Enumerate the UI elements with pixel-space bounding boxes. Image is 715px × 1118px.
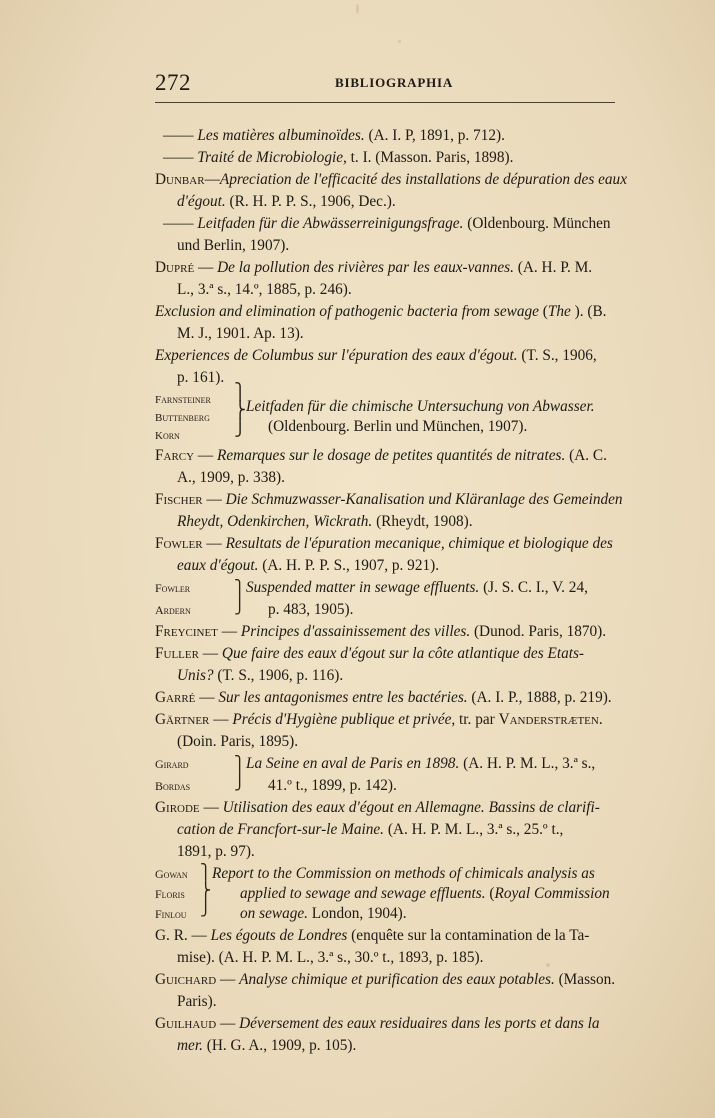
citation-text: — xyxy=(204,171,220,188)
running-title: BIBLIOGRAPHIA xyxy=(335,75,454,90)
title-text: Les matières albuminoïdes. xyxy=(197,127,365,144)
title-text: Royal Commission xyxy=(494,885,610,902)
title-text: Rheydt, Odenkirchen, Wickrath. xyxy=(177,513,373,530)
citation-text: — xyxy=(194,447,218,464)
paper-spot xyxy=(356,4,359,14)
citation-text: — xyxy=(194,259,218,276)
header-rule xyxy=(155,102,615,103)
citation-text: M. J., 1901. Ap. 13). xyxy=(177,325,304,342)
bibliography-line xyxy=(246,398,595,416)
citation-text: — xyxy=(199,799,223,816)
author-name: Finlou xyxy=(155,907,187,921)
citation-text: (Rheydt, 1908). xyxy=(372,513,473,530)
bibliography-line xyxy=(240,885,610,903)
bibliography-line xyxy=(155,171,627,189)
title-text: Apreciation de l'efficacité des installations de dépuration des eaux xyxy=(219,171,627,188)
bibliography-line xyxy=(177,281,352,299)
author-name: Guichard xyxy=(155,971,217,988)
page-header xyxy=(155,70,615,100)
title-text: Analyse chimique et purification des eaux potables. xyxy=(239,971,555,988)
citation-text: G. R. — xyxy=(155,927,211,944)
author-name: Fowler xyxy=(155,581,191,595)
bibliography-line xyxy=(155,347,597,365)
citation-text: ( xyxy=(485,885,495,902)
brace-farnsteiner-group: ⎫ ⎬ ⎭ xyxy=(234,384,246,437)
author-name: Farnsteiner xyxy=(155,394,211,406)
title-text: La Seine en aval de Paris en 1898. xyxy=(246,755,460,772)
title-text: cation de Francfort-sur-le Maine. xyxy=(177,821,385,838)
citation-text: ( xyxy=(538,303,548,320)
bibliography-line xyxy=(177,325,304,343)
title-text: mer. xyxy=(177,1037,203,1054)
bibliography-line xyxy=(246,579,588,597)
bibliography-line xyxy=(177,993,217,1011)
bibliography-line xyxy=(155,427,180,445)
author-name: Girard xyxy=(155,757,189,771)
citation-text: mise). (A. H. P. M. L., 3.ª s., 30.º t., 1893, p. 185). xyxy=(177,949,484,966)
bibliography-line xyxy=(268,777,397,795)
bibliography-line xyxy=(155,711,603,729)
citation-text: — xyxy=(209,711,233,728)
citation-text: t. I. (Masson. Paris, 1898). xyxy=(346,149,514,166)
title-text: Que faire des eaux d'égout sur la côte atlantique des Etats- xyxy=(221,645,585,662)
title-text: Déversement des eaux residuaires dans les ports et dans la xyxy=(239,1015,600,1032)
bibliography-line xyxy=(240,905,407,923)
citation-text: (H. G. A., 1909, p. 105). xyxy=(202,1037,357,1054)
bibliography-line xyxy=(155,777,190,795)
bibliography-line xyxy=(163,215,611,233)
author-name: Garré xyxy=(155,689,196,706)
title-text: Utilisation des eaux d'égout en Allemagne. Bassins de clarifi- xyxy=(222,799,600,816)
citation-text: und Berlin, 1907). xyxy=(177,237,290,254)
paper-spot xyxy=(398,40,401,43)
citation-text: (A. H. P. P. S., 1907, p. 921). xyxy=(258,557,440,574)
bibliography-line xyxy=(155,579,190,597)
bibliography-line xyxy=(155,689,612,707)
bibliography-line xyxy=(155,865,188,883)
citation-text: — xyxy=(198,645,222,662)
author-name: Girode xyxy=(155,799,200,816)
title-text: De la pollution des rivières par les eaux-vannes. xyxy=(217,259,514,276)
author-name: Buttenberg xyxy=(155,412,210,424)
author-name: Dunbar xyxy=(155,171,205,188)
citation-text: tr. par xyxy=(455,711,499,728)
bibliography-line xyxy=(177,193,396,211)
bibliography-line xyxy=(155,391,211,409)
title-text: Report to the Commission on methods of chimicals analysis as xyxy=(212,865,595,882)
citation-text: —— xyxy=(163,127,198,144)
bibliography-line xyxy=(163,149,513,167)
brace-gowan-group: ⎫ ⎬ ⎭ xyxy=(200,865,212,917)
bibliography-line xyxy=(177,469,285,487)
bibliography-line xyxy=(177,843,255,861)
citation-text: —— xyxy=(163,215,198,232)
paper-spot xyxy=(546,963,550,967)
bibliography-line xyxy=(155,601,191,619)
bibliography-line xyxy=(155,927,589,945)
citation-text: (A. I. P, 1891, p. 712). xyxy=(364,127,505,144)
title-text: The xyxy=(547,303,571,320)
citation-text: (T. S., 1906, xyxy=(517,347,597,364)
bibliography-line xyxy=(155,447,607,465)
citation-text: (Oldenbourg. Berlin und München, 1907). xyxy=(268,418,528,435)
title-text: Experiences de Columbus sur l'épuration des eaux d'égout. xyxy=(155,347,518,364)
bibliography-line xyxy=(177,369,224,387)
citation-text: (Oldenbourg. München xyxy=(463,215,611,232)
bibliography-line xyxy=(163,127,505,145)
title-text: Unis? xyxy=(177,667,214,684)
bibliography-line xyxy=(177,949,483,967)
title-text: Exclusion and elimination of pathogenic bacteria from sewage xyxy=(155,303,539,320)
citation-text: L., 3.ª s., 14.º, 1885, p. 246). xyxy=(177,281,352,298)
bibliography-line xyxy=(177,1037,356,1055)
bibliography-line xyxy=(177,733,298,751)
bibliography-line xyxy=(155,645,584,663)
citation-text: — xyxy=(216,971,240,988)
citation-text: — xyxy=(202,535,226,552)
bibliography-line xyxy=(155,1015,600,1033)
author-name: Floris xyxy=(155,887,185,901)
bibliography-line xyxy=(155,755,189,773)
title-text: Suspended matter in sewage effluents. xyxy=(246,579,480,596)
author-name: Guilhaud xyxy=(155,1015,217,1032)
bibliography-line xyxy=(155,535,613,553)
title-text: Remarques sur le dosage de petites quantités de nitrates. xyxy=(217,447,566,464)
citation-text: — xyxy=(195,689,219,706)
bibliography-line xyxy=(246,755,595,773)
title-text: Resultats de l'épuration mecanique, chimique et biologique des xyxy=(225,535,613,552)
page-number: 272 xyxy=(155,70,191,95)
citation-text: — xyxy=(216,1015,240,1032)
title-text: eaux d'égout. xyxy=(177,557,259,574)
title-text: Leitfaden für die Abwässerreinigungsfrage. xyxy=(197,215,464,232)
author-name: Fischer xyxy=(155,491,203,508)
title-text: d'égout. xyxy=(177,193,226,210)
citation-text: London, 1904). xyxy=(307,905,407,922)
citation-text: p. 161). xyxy=(177,369,225,386)
bibliography-line xyxy=(155,971,615,989)
citation-text: 41.º t., 1899, p. 142). xyxy=(268,777,397,794)
title-text: Principes d'assainissement des villes. xyxy=(240,623,471,640)
bibliography-line xyxy=(155,885,185,903)
citation-text: (R. H. P. P. S., 1906, Dec.). xyxy=(225,193,396,210)
title-text: on sewage. xyxy=(240,905,308,922)
title-text: Sur les antagonismes entre les bactéries. xyxy=(218,689,468,706)
citation-text: (A. H. P. M. xyxy=(513,259,593,276)
citation-text: —— xyxy=(163,149,198,166)
citation-text: (T. S., 1906, p. 116). xyxy=(213,667,344,684)
bibliography-line xyxy=(155,905,187,923)
author-name: Fowler xyxy=(155,535,203,552)
bibliography-line xyxy=(177,821,563,839)
citation-text: (A. I. P., 1888, p. 219). xyxy=(467,689,612,706)
citation-text: — xyxy=(202,491,226,508)
bibliography-line xyxy=(268,418,527,436)
author-name: Korn xyxy=(155,430,180,442)
brace-fowler-ardern: ⎫ ⎭ xyxy=(234,581,246,615)
bibliography-line xyxy=(155,623,606,641)
citation-text: (A. C. xyxy=(565,447,607,464)
author-name: Bordas xyxy=(155,779,191,793)
bibliography-line xyxy=(155,259,592,277)
author-name: Dupré xyxy=(155,259,195,276)
citation-text: ). (B. xyxy=(570,303,607,320)
title-text: Précis d'Hygiène publique et privée, xyxy=(232,711,456,728)
bibliography-line xyxy=(177,557,439,575)
bibliography-line xyxy=(212,865,595,883)
bibliography-line xyxy=(155,303,607,321)
citation-text: (Masson. xyxy=(554,971,616,988)
title-text: Les égouts de Londres xyxy=(210,927,348,944)
author-name: Freycinet xyxy=(155,623,218,640)
bibliography-line xyxy=(155,799,600,817)
title-text: applied to sewage and sewage effluents. xyxy=(240,885,486,902)
author-name: Vanderstræten. xyxy=(498,711,603,728)
bibliography-line xyxy=(177,513,473,531)
citation-text: A., 1909, p. 338). xyxy=(177,469,285,486)
citation-text: (enquête sur la contamination de la Ta- xyxy=(347,927,590,944)
title-text: Traité de Microbiologie, xyxy=(197,149,347,166)
citation-text: (J. S. C. I., V. 24, xyxy=(479,579,588,596)
citation-text: Paris). xyxy=(177,993,217,1010)
citation-text: (A. H. P. M. L., 3.ª s., xyxy=(459,755,596,772)
bibliography-line xyxy=(177,667,343,685)
citation-text: p. 483, 1905). xyxy=(268,601,354,618)
bibliography-line xyxy=(155,491,623,509)
title-text: Leitfaden für die chimische Untersuchung von Abwasser. xyxy=(246,398,595,415)
bibliography-line xyxy=(268,601,353,619)
author-name: Fuller xyxy=(155,645,199,662)
citation-text: (Doin. Paris, 1895). xyxy=(177,733,299,750)
author-name: Farcy xyxy=(155,447,195,464)
bibliography-line xyxy=(155,409,210,427)
title-text: Die Schmuzwasser-Kanalisation und Kläranlage des Gemeinden xyxy=(225,491,623,508)
brace-girard-bordas: ⎫ ⎭ xyxy=(234,757,246,791)
bibliography-line xyxy=(177,237,289,255)
citation-text: 1891, p. 97). xyxy=(177,843,255,860)
author-name: Gärtner xyxy=(155,711,210,728)
citation-text: — xyxy=(217,623,241,640)
author-name: Gowan xyxy=(155,867,188,881)
citation-text: (A. H. P. M. L., 3.ª s., 25.º t., xyxy=(384,821,564,838)
citation-text: (Dunod. Paris, 1870). xyxy=(470,623,607,640)
author-name: Ardern xyxy=(155,603,191,617)
